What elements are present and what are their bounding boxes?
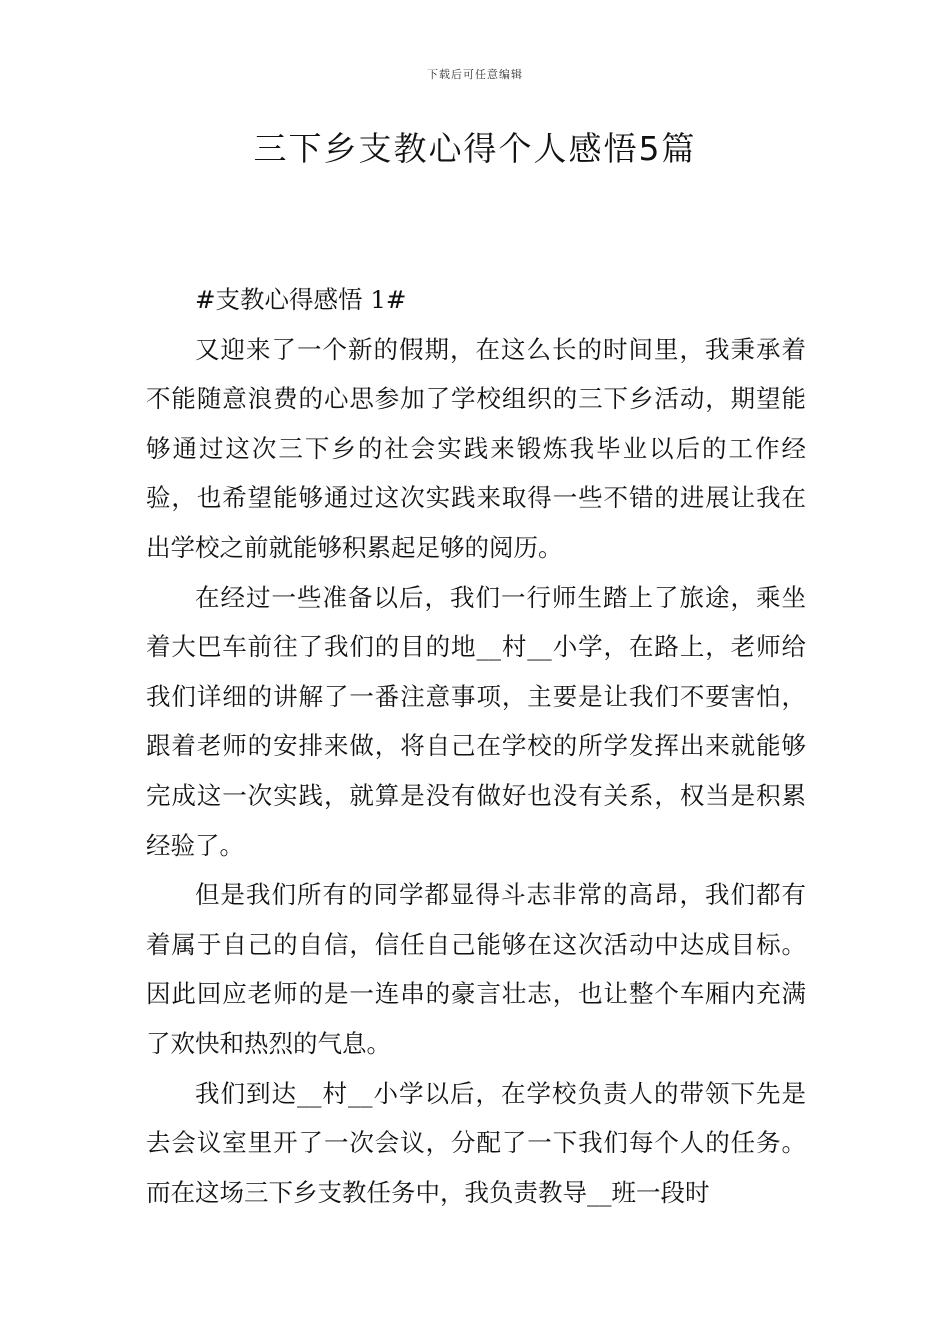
paragraph: 但是我们所有的同学都显得斗志非常的高昂，我们都有着属于自己的自信，信任自己能够在这次活动中达成目标。因此回应老师的是一连串的豪言壮志，也让整个车厢内充满了欢快和热烈的气息。	[146, 880, 806, 1058]
document-body	[146, 275, 806, 1217]
paragraph: 又迎来了一个新的假期，在这么长的时间里，我秉承着不能随意浪费的心思参加了学校组织的三下乡活动，期望能够通过这次三下乡的社会实践来锻炼我毕业以后的工作经验，也希望能够通过这次实践来取得一些不错的进展让我在出学校之前就能够积累起足够的阅历。	[146, 334, 806, 562]
section-heading: #支教心得感悟 1#	[195, 285, 407, 314]
paragraph: 在经过一些准备以后，我们一行师生踏上了旅途，乘坐着大巴车前往了我们的目的地__村__小学，在路上，老师给我们详细的讲解了一番注意事项，主要是让我们不要害怕，跟着老师的安排来做，将自己在学校的所学发挥出来就能够完成这一次实践，就算是没有做好也没有关系，权当是积累经验了。	[146, 582, 806, 860]
document-title: 三下乡支教心得个人感悟5篇	[253, 129, 697, 168]
header-note: 下载后可任意编辑	[427, 68, 523, 81]
paragraph: 我们到达__村__小学以后，在学校负责人的带领下先是去会议室里开了一次会议，分配了一下我们每个人的任务。而在这场三下乡支教任务中，我负责教导__班一段时	[146, 1078, 806, 1207]
